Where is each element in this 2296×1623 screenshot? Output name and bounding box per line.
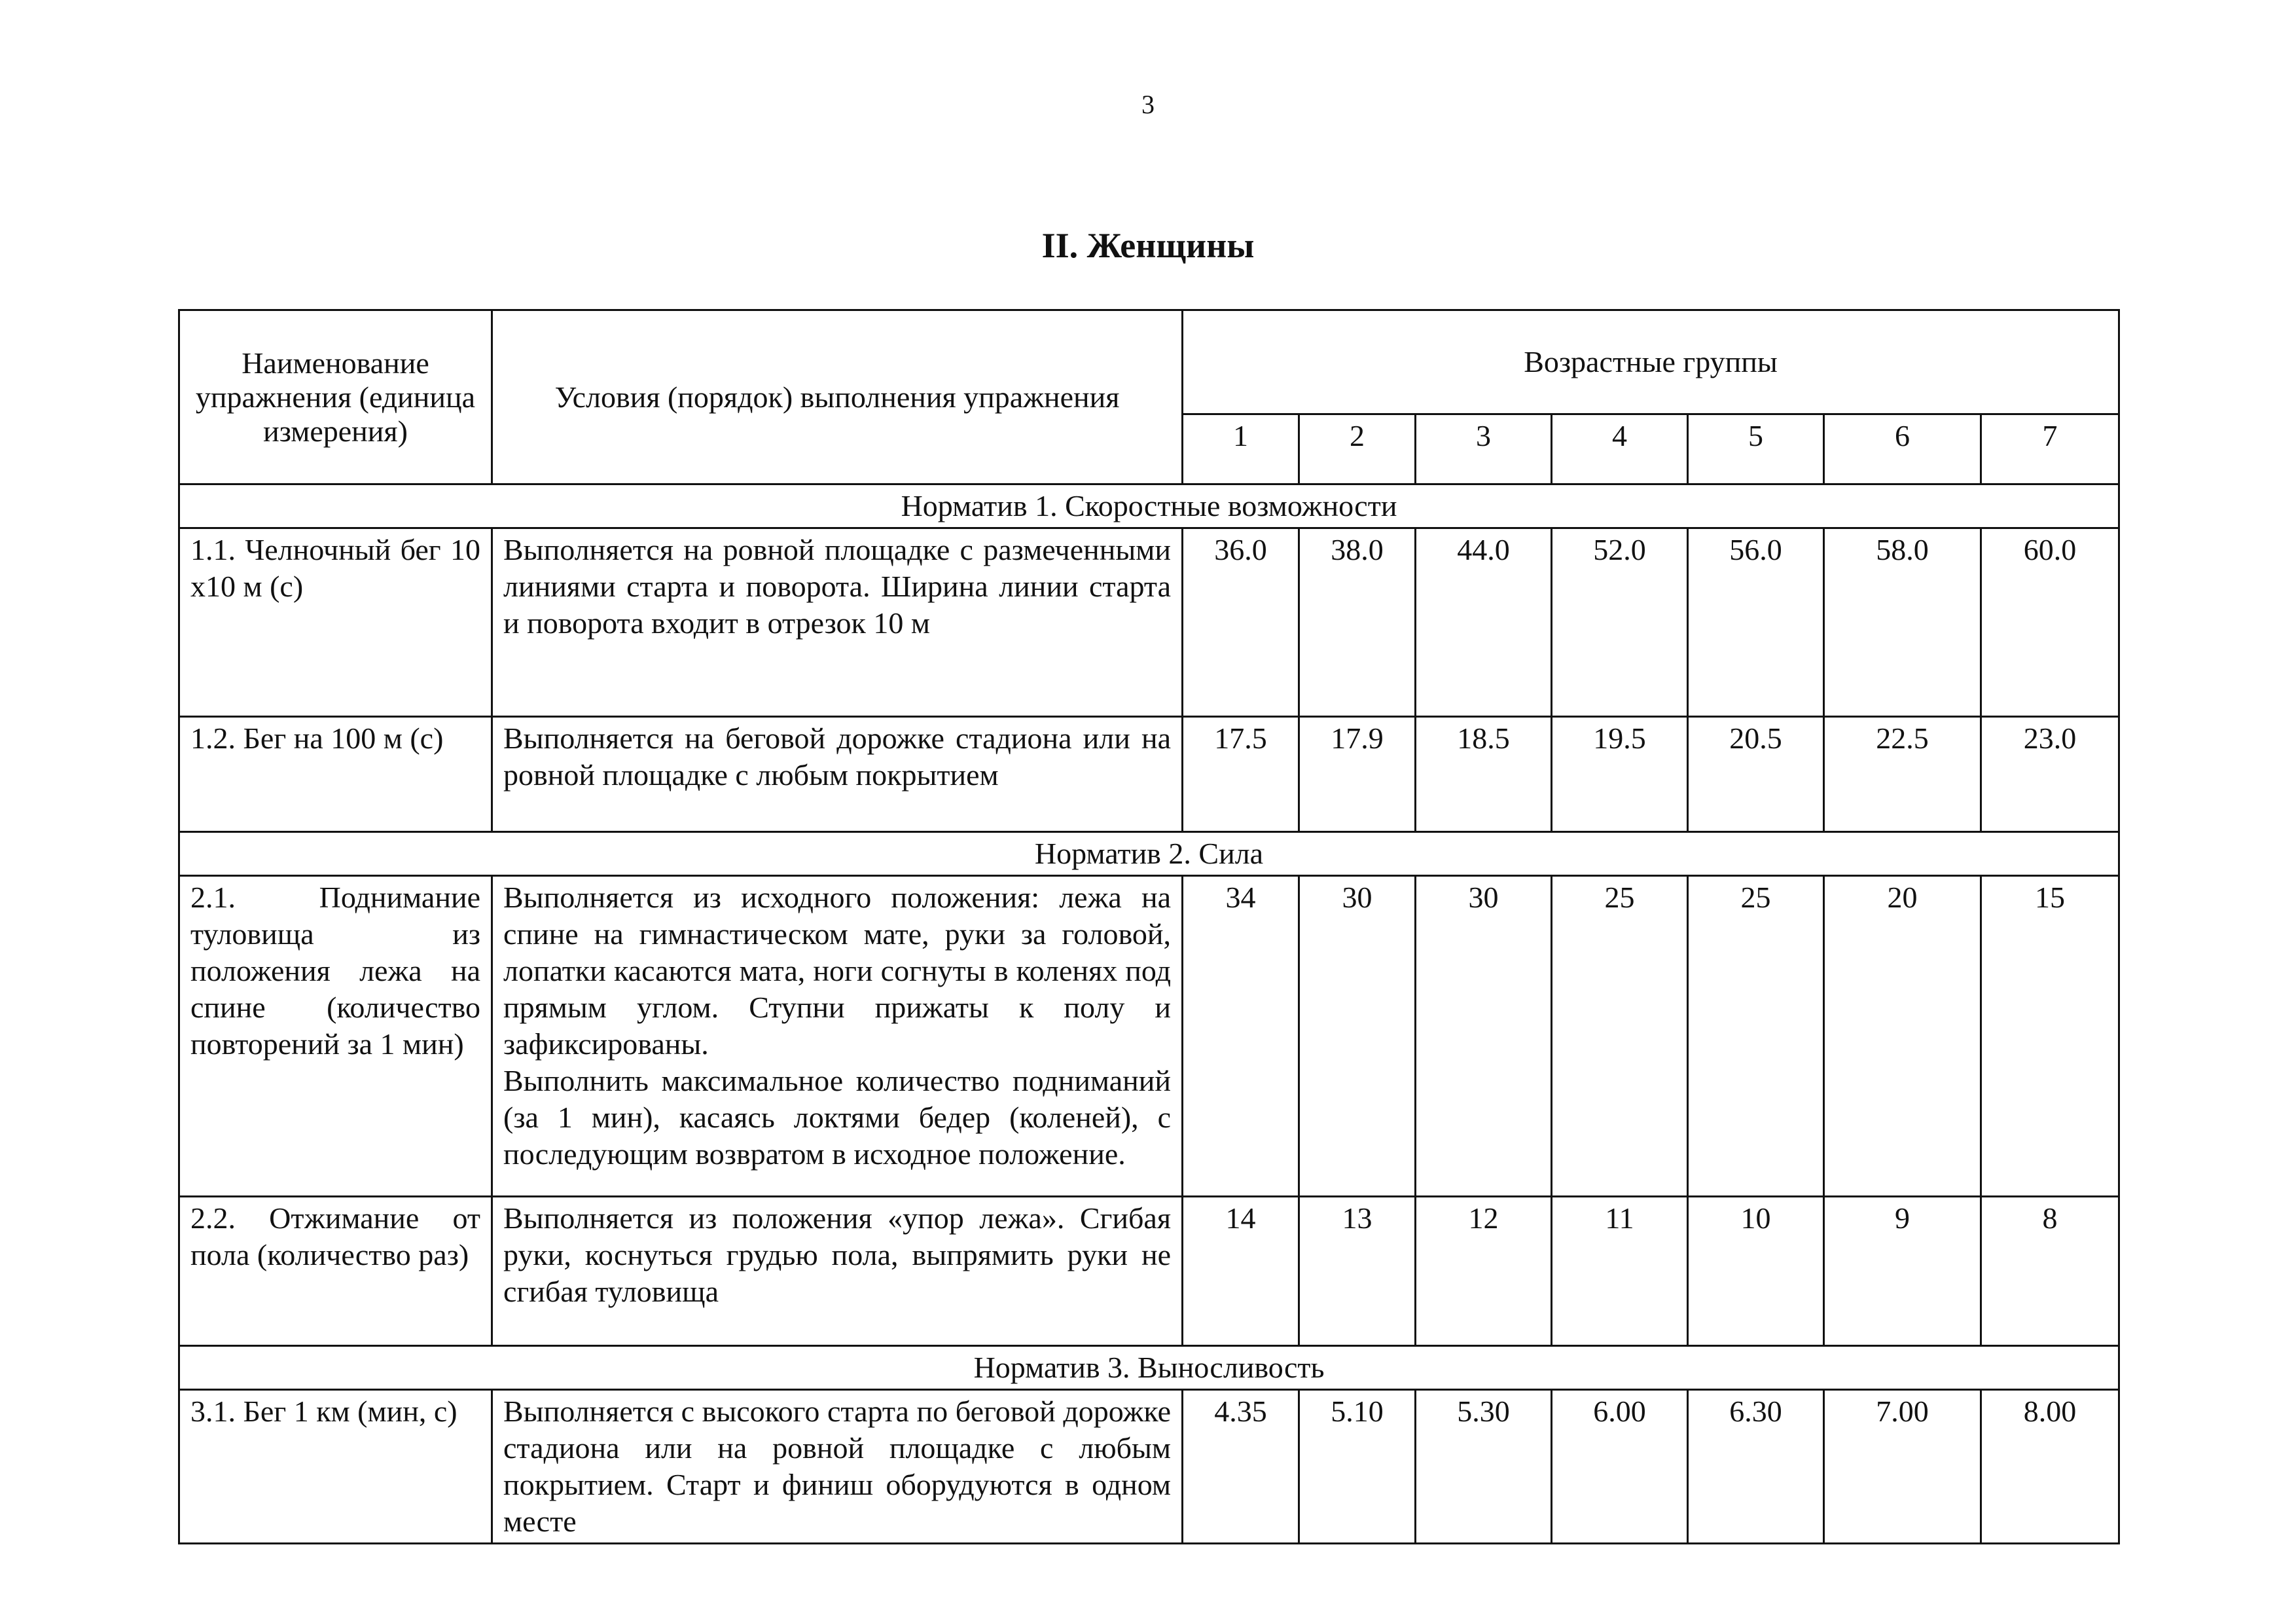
value-group-3: 5.30 xyxy=(1416,1390,1552,1544)
exercise-name: 3.1. Бег 1 км (мин, с) xyxy=(179,1390,492,1544)
value-group-1: 4.35 xyxy=(1183,1390,1299,1544)
header-group-5: 5 xyxy=(1688,414,1824,484)
exercise-name: 1.1. Челночный бег 10 х10 м (с) xyxy=(179,528,492,717)
value-group-7: 8 xyxy=(1981,1197,2119,1346)
value-group-4: 19.5 xyxy=(1552,717,1688,832)
value-group-2: 17.9 xyxy=(1299,717,1416,832)
value-group-4: 52.0 xyxy=(1552,528,1688,717)
section-header-row xyxy=(179,484,2119,528)
value-group-7: 8.00 xyxy=(1981,1390,2119,1544)
value-group-1: 36.0 xyxy=(1183,528,1299,717)
section-title: Норматив 2. Сила xyxy=(179,832,2119,876)
value-group-7: 60.0 xyxy=(1981,528,2119,717)
header-age-groups: Возрастные группы xyxy=(1183,310,2119,414)
header-row xyxy=(179,310,2119,414)
value-group-3: 30 xyxy=(1416,876,1552,1197)
exercise-name: 1.2. Бег на 100 м (с) xyxy=(179,717,492,832)
value-group-6: 7.00 xyxy=(1824,1390,1981,1544)
value-group-5: 25 xyxy=(1688,876,1824,1197)
exercise-conditions xyxy=(492,876,1183,1197)
value-group-7: 23.0 xyxy=(1981,717,2119,832)
exercise-conditions: Выполняется на беговой дорожке стадиона или на ровной площадке с любым покрытием xyxy=(492,717,1183,832)
header-conditions: Условия (порядок) выполнения упражнения xyxy=(492,310,1183,484)
exercise-name: 2.1. Поднимание туловища из положения лежа на спине (количество повторений за 1 мин) xyxy=(179,876,492,1197)
header-group-1: 1 xyxy=(1183,414,1299,484)
value-group-6: 20 xyxy=(1824,876,1981,1197)
value-group-5: 10 xyxy=(1688,1197,1824,1346)
header-group-6: 6 xyxy=(1824,414,1981,484)
page-title: II. Женщины xyxy=(1041,226,1255,265)
value-group-5: 56.0 xyxy=(1688,528,1824,717)
section-title: Норматив 3. Выносливость xyxy=(179,1346,2119,1390)
value-group-6: 22.5 xyxy=(1824,717,1981,832)
header-group-7: 7 xyxy=(1981,414,2119,484)
value-group-2: 5.10 xyxy=(1299,1390,1416,1544)
section-header-row xyxy=(179,832,2119,876)
value-group-3: 12 xyxy=(1416,1197,1552,1346)
value-group-3: 18.5 xyxy=(1416,717,1552,832)
value-group-5: 6.30 xyxy=(1688,1390,1824,1544)
section-title: Норматив 1. Скоростные возможности xyxy=(179,484,2119,528)
section-header-row xyxy=(179,1346,2119,1390)
table-row xyxy=(179,717,2119,832)
norms-table xyxy=(178,309,2120,1544)
value-group-4: 11 xyxy=(1552,1197,1688,1346)
value-group-4: 25 xyxy=(1552,876,1688,1197)
value-group-1: 14 xyxy=(1183,1197,1299,1346)
exercise-conditions-part-1: Выполняется из исходного положения: лежа на спине на гимнастическом мате, руки за головой, лопатки касаются мата, ноги согнуты в коленях под прямым углом. Ступни прижаты к полу и зафиксированы. xyxy=(503,881,1171,1061)
value-group-1: 34 xyxy=(1183,876,1299,1197)
value-group-3: 44.0 xyxy=(1416,528,1552,717)
value-group-2: 13 xyxy=(1299,1197,1416,1346)
header-group-4: 4 xyxy=(1552,414,1688,484)
value-group-2: 30 xyxy=(1299,876,1416,1197)
header-group-2: 2 xyxy=(1299,414,1416,484)
value-group-6: 58.0 xyxy=(1824,528,1981,717)
table-row xyxy=(179,1197,2119,1346)
value-group-1: 17.5 xyxy=(1183,717,1299,832)
table-row xyxy=(179,528,2119,717)
table-row xyxy=(179,1390,2119,1544)
exercise-conditions: Выполняется на ровной площадке с размеченными линиями старта и поворота. Ширина линии старта и поворота входит в отрезок 10 м xyxy=(492,528,1183,717)
exercise-conditions: Выполняется из положения «упор лежа». Сгибая руки, коснуться грудью пола, выпрямить руки не сгибая туловища xyxy=(492,1197,1183,1346)
header-exercise-name: Наименование упражнения (единица измерения) xyxy=(179,310,492,484)
value-group-4: 6.00 xyxy=(1552,1390,1688,1544)
exercise-name: 2.2. Отжимание от пола (количество раз) xyxy=(179,1197,492,1346)
value-group-7: 15 xyxy=(1981,876,2119,1197)
exercise-conditions: Выполняется с высокого старта по беговой дорожке стадиона или на ровной площадке с любым покрытием. Старт и финиш оборудуются в одном месте xyxy=(492,1390,1183,1544)
value-group-2: 38.0 xyxy=(1299,528,1416,717)
header-group-3: 3 xyxy=(1416,414,1552,484)
exercise-conditions-part-2: Выполнить максимальное количество подниманий (за 1 мин), касаясь локтями бедер (коленей), с последующим возвратом в исходное положение. xyxy=(503,1064,1171,1171)
value-group-6: 9 xyxy=(1824,1197,1981,1346)
value-group-5: 20.5 xyxy=(1688,717,1824,832)
table-row xyxy=(179,876,2119,1197)
page-number: 3 xyxy=(1141,90,1155,119)
